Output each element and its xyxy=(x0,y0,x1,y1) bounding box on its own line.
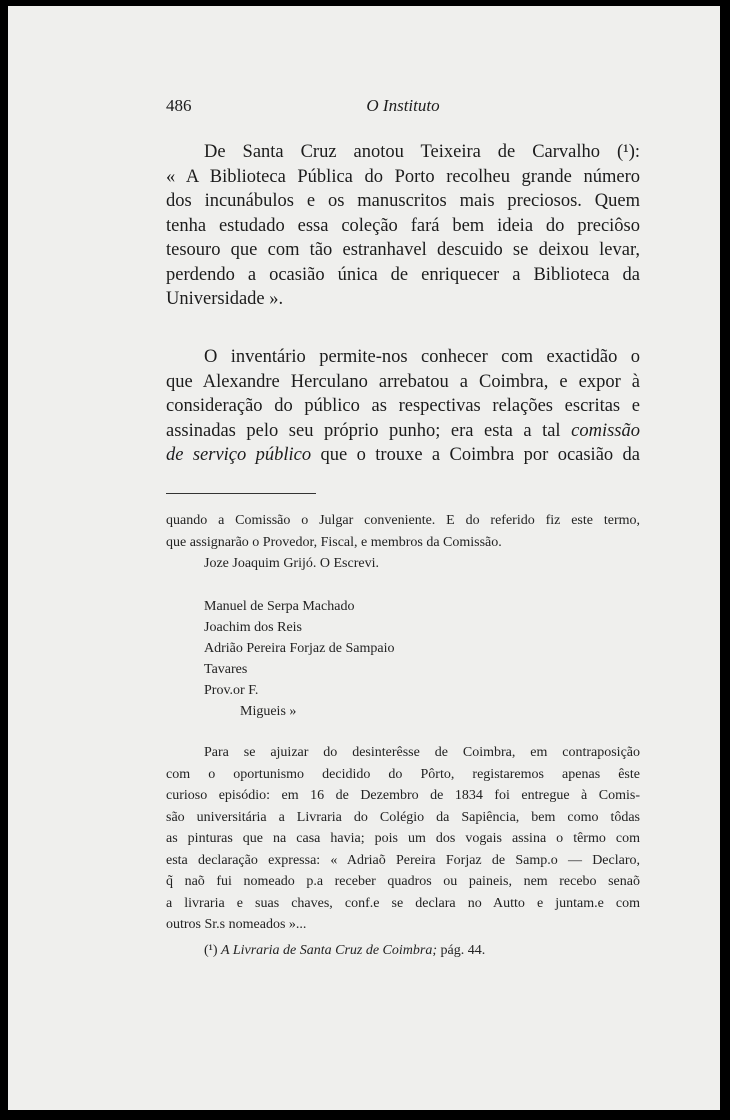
footnote-title: A Livraria de Santa Cruz de Coimbra; xyxy=(221,943,438,958)
text-line: O inventário permite-nos conhecer com exactidão o xyxy=(204,347,640,367)
text-fragment: que o trouxe a Coimbra por ocasião da xyxy=(320,445,641,465)
note-line: outros Sr.s nomeados »... xyxy=(166,917,307,932)
note-line: q̃ naõ fui nomeado p.a receber quadros ou paineis, nem recebo senaõ xyxy=(166,874,640,889)
signature: Manuel de Serpa Machado xyxy=(204,599,355,614)
note-line: quando a Comissão o Julgar conveniente. E do referido fiz este termo, xyxy=(166,513,640,528)
signature: Prov.or F. xyxy=(204,683,259,698)
signature: Joachim dos Reis xyxy=(204,620,302,635)
note-line: com o oportunismo decidido do Pôrto, registaremos apenas êste xyxy=(166,766,640,782)
note-line: que assignarão o Provedor, Fiscal, e membros da Comissão. xyxy=(166,534,502,550)
text-line: tesouro que com tão estranhavel descuido se deixou levar, xyxy=(166,240,640,260)
text-line: « A Biblioteca Pública do Porto recolheu grande número xyxy=(166,166,640,187)
text-fragment: assinadas pelo seu próprio punho; era esta a tal xyxy=(166,420,561,441)
text-line xyxy=(166,419,640,444)
note-line: Joze Joaquim Grijó. O Escrevi. xyxy=(204,556,379,571)
note-line: a livraria e suas chaves, conf.e se declara no Autto e juntam.e com xyxy=(166,895,640,911)
italic-term: de serviço público xyxy=(166,445,312,465)
footnote-marker: (¹) xyxy=(204,943,218,958)
text-line: que Alexandre Herculano arrebatou a Coimbra, e expor à xyxy=(166,371,640,392)
page-number: 486 xyxy=(166,96,192,115)
note-line: as pinturas que na casa havia; pois um dos vogais assina o têrmo com xyxy=(166,831,640,846)
note-line: esta declaração expressa: « Adriaõ Pereira Forjaz de Samp.o — Declaro, xyxy=(166,852,640,868)
paragraph-2 xyxy=(166,345,640,468)
text-line xyxy=(166,443,640,468)
text-line: tenha estudado essa coleção fará bem ideia do preciôso xyxy=(166,215,640,236)
signature-list xyxy=(204,596,395,722)
note-line: Para se ajuizar do desinterêsse de Coimbra, em contraposição xyxy=(204,745,640,760)
text-line: De Santa Cruz anotou Teixeira de Carvalho (¹): xyxy=(204,142,640,162)
signature: Migueis » xyxy=(240,704,297,719)
text-line: consideração do público as respectivas relações escritas e xyxy=(166,396,640,416)
footnote-divider xyxy=(166,493,316,494)
note-line: curioso episódio: em 16 de Dezembro de 1834 foi entregue à Comis- xyxy=(166,788,640,803)
footnote-page: pág. 44. xyxy=(440,943,486,958)
note-quote xyxy=(166,510,640,575)
note-line: são universitária a Livraria do Colégio da Sapiência, bem como tôdas xyxy=(166,809,640,825)
note-paragraph xyxy=(166,742,640,936)
signature: Adrião Pereira Forjaz de Sampaio xyxy=(204,641,395,656)
italic-term: comissão xyxy=(571,420,640,441)
running-title: O Instituto xyxy=(366,96,440,115)
signature: Tavares xyxy=(204,662,248,677)
page-header xyxy=(166,96,640,118)
paragraph-1 xyxy=(166,140,640,312)
text-line: dos incunábulos e os manuscritos mais preciosos. Quem xyxy=(166,191,640,211)
text-line: Universidade ». xyxy=(166,289,284,309)
text-line: perdendo a ocasião única de enriquecer a Biblioteca da xyxy=(166,264,640,285)
footnote xyxy=(204,943,485,959)
